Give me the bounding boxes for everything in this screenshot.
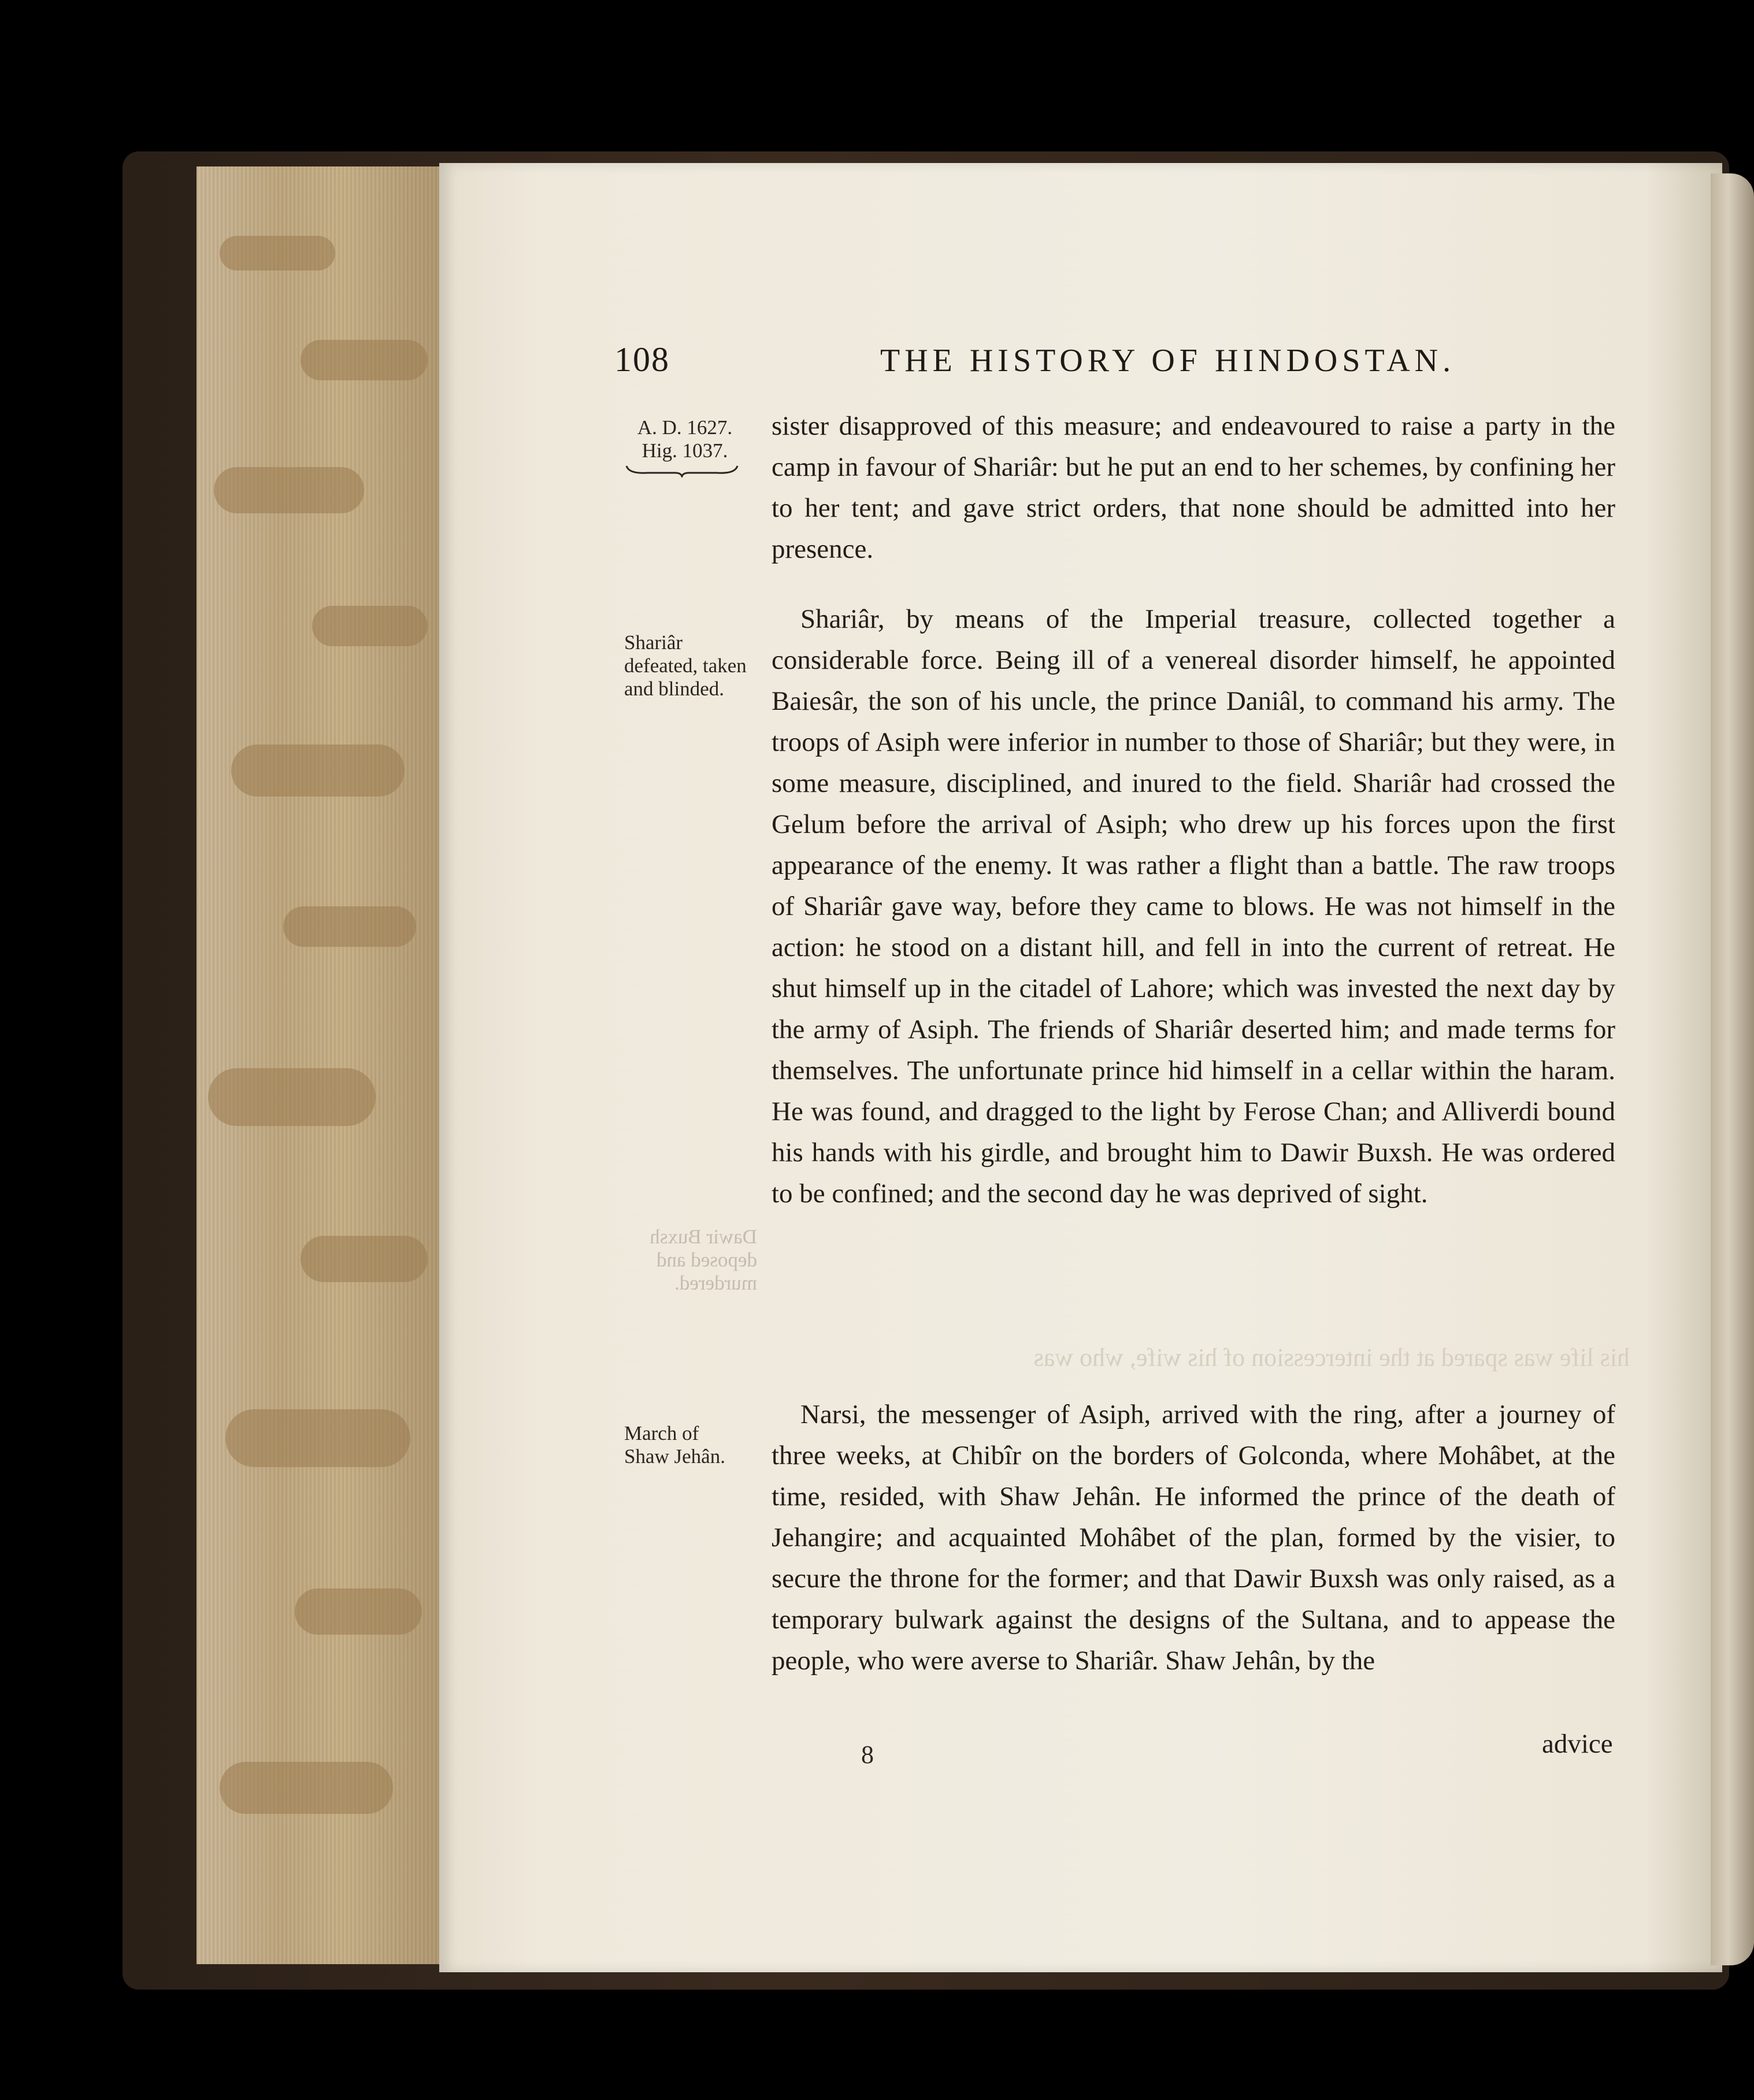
page-fore-edge [196, 166, 440, 1964]
catchword: advice [1542, 1729, 1613, 1759]
date-ad: A. D. 1627. [637, 416, 733, 439]
margin-note-ghost: Dawir Buxsh deposed and murdered. [650, 1225, 757, 1294]
show-through-text: his life was spared at the intercession of his wife, who was [1033, 1343, 1630, 1372]
running-title: THE HISTORY OF HINDOSTAN. [880, 343, 1456, 379]
signature-mark: 8 [861, 1740, 874, 1769]
margin-note-shariar: Shariâr defeated, taken and blinded. [624, 631, 747, 700]
paragraph-3 [772, 1394, 1615, 1682]
page-number: 108 [614, 340, 670, 379]
paragraph-2-text: Shariâr, by means of the Imperial treasure, collected together a considerable force. Being ill of a venereal disorder himself, he appointed Baiesâr, the son of his uncle, the prince Daniâl, to command his army. The troops of Asiph were inferior in number to those of Shariâr; but they were, in some measure, disciplined, and inured to the field. Shariâr had crossed the Gelum before the arrival of Asiph; who drew up his forces upon the first appearance of the enemy. It was rather a flight than a battle. The raw troops of Shariâr gave way, before they came to blows. He was not himself in the action: he stood on a distant hill, and fell in into the current of retreat. He shut himself up in the citadel of Lahore; which was invested the next day by the army of Asiph. The friends of Shariâr deserted him; and made terms for themselves. The unfortunate prince hid himself in a cellar within the haram. He was found, and dragged to the light by Ferose Chan; and Alliverdi bound his hands with his girdle, and brought him to Dawir Buxsh. He was ordered to be confined; and the second day he was deprived of sight. [772, 604, 1615, 1209]
paragraph-1 [772, 406, 1615, 570]
next-page-leaf [1711, 173, 1754, 1965]
paragraph-3-text: Narsi, the messenger of Asiph, arrived with the ring, after a journey of three weeks, at Chibîr on the borders of Golconda, where Mohâbet, at the time, resided, with Shaw Jehân. He informed the prince of the death of Jehangire; and acquainted Mohâbet of the plan, formed by the visier, to secure the throne for the former; and that Dawir Buxsh was only raised, as a temporary bulwark against the designs of the Sultana, and to appease the people, who were averse to Shariâr. Shaw Jehân, by the [772, 1399, 1615, 1676]
margin-dates [624, 416, 746, 477]
date-hijri: Hig. 1037. [641, 439, 728, 462]
paragraph-2 [772, 599, 1615, 1214]
paragraph-1-text: sister disapproved of this measure; and endeavoured to raise a party in the camp in favour of Shariâr: but he put an end to her schemes, by confining her to her tent; and gave strict orders, that none should be admitted into her presence. [772, 411, 1615, 564]
brace-icon [624, 464, 740, 477]
page-header [614, 340, 1631, 392]
margin-note-march: March of Shaw Jehân. [624, 1422, 725, 1468]
